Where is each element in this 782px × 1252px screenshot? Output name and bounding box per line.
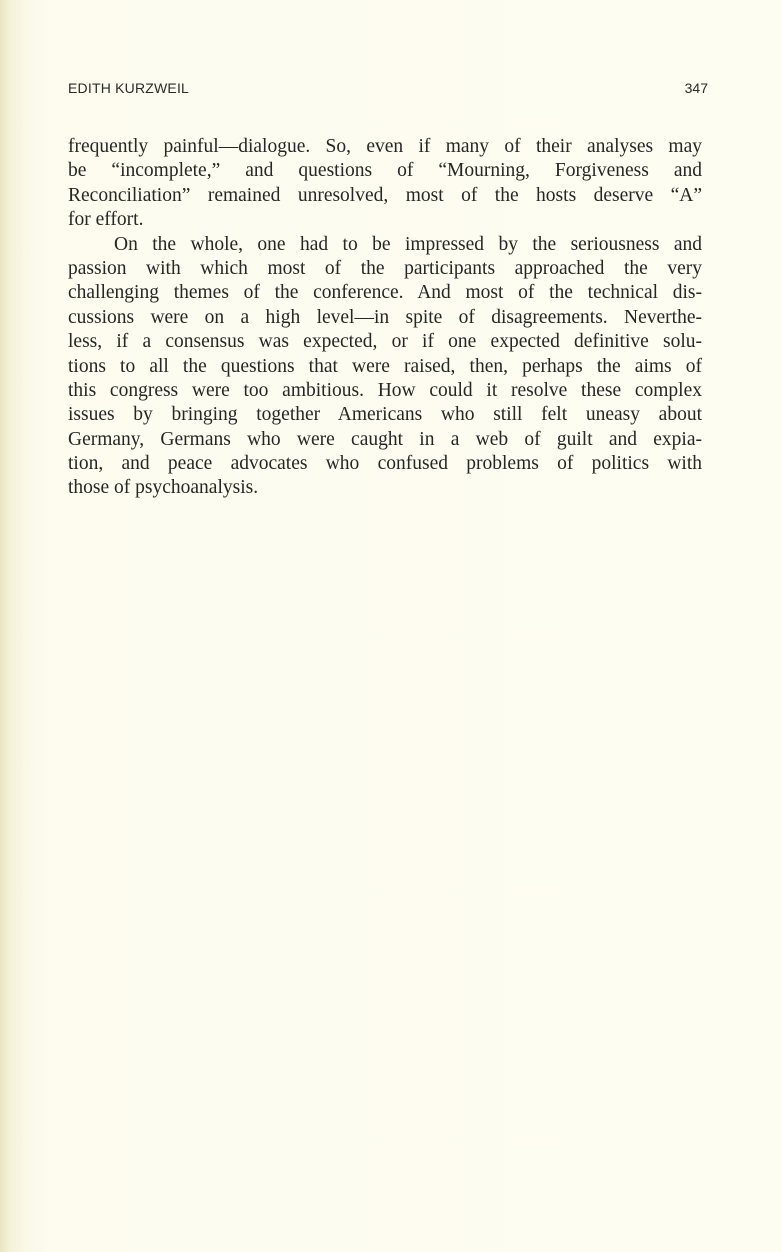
running-head-author: EDITH KURZWEIL — [68, 80, 190, 96]
text-line: this congress were too ambitious. How could it resolve these complex — [68, 379, 702, 401]
text-line: Reconciliation” remained unresolved, most of the hosts deserve “A” — [68, 184, 702, 206]
text-line: those of psychoanalysis. — [68, 477, 259, 499]
text-line: challenging themes of the conference. And most of the technical dis- — [68, 282, 702, 304]
text-line: less, if a consensus was expected, or if one expected definitive solu- — [68, 331, 702, 353]
paragraph-1 — [68, 135, 702, 233]
body-text — [68, 135, 702, 501]
text-line: cussions were on a high level—in spite of disagreements. Neverthe- — [68, 306, 702, 328]
text-line: be “incomplete,” and questions of “Mourning, Forgiveness and — [68, 160, 702, 182]
text-line: frequently painful—dialogue. So, even if many of their analyses may — [68, 136, 702, 157]
text-line: On the whole, one had to be impressed by the seriousness and — [114, 233, 702, 255]
text-line: Germany, Germans who were caught in a web of guilt and expia- — [68, 428, 702, 450]
text-line: tions to all the questions that were raised, then, perhaps the aims of — [68, 355, 702, 377]
page-number: 347 — [684, 80, 708, 96]
text-line: passion with which most of the participants approached the very — [68, 257, 702, 279]
text-line: tion, and peace advocates who confused problems of politics with — [68, 453, 702, 475]
text-line: issues by bringing together Americans who still felt uneasy about — [68, 404, 702, 426]
running-head — [68, 80, 708, 100]
paragraph-2 — [68, 233, 702, 501]
text-line: for effort. — [68, 209, 144, 231]
